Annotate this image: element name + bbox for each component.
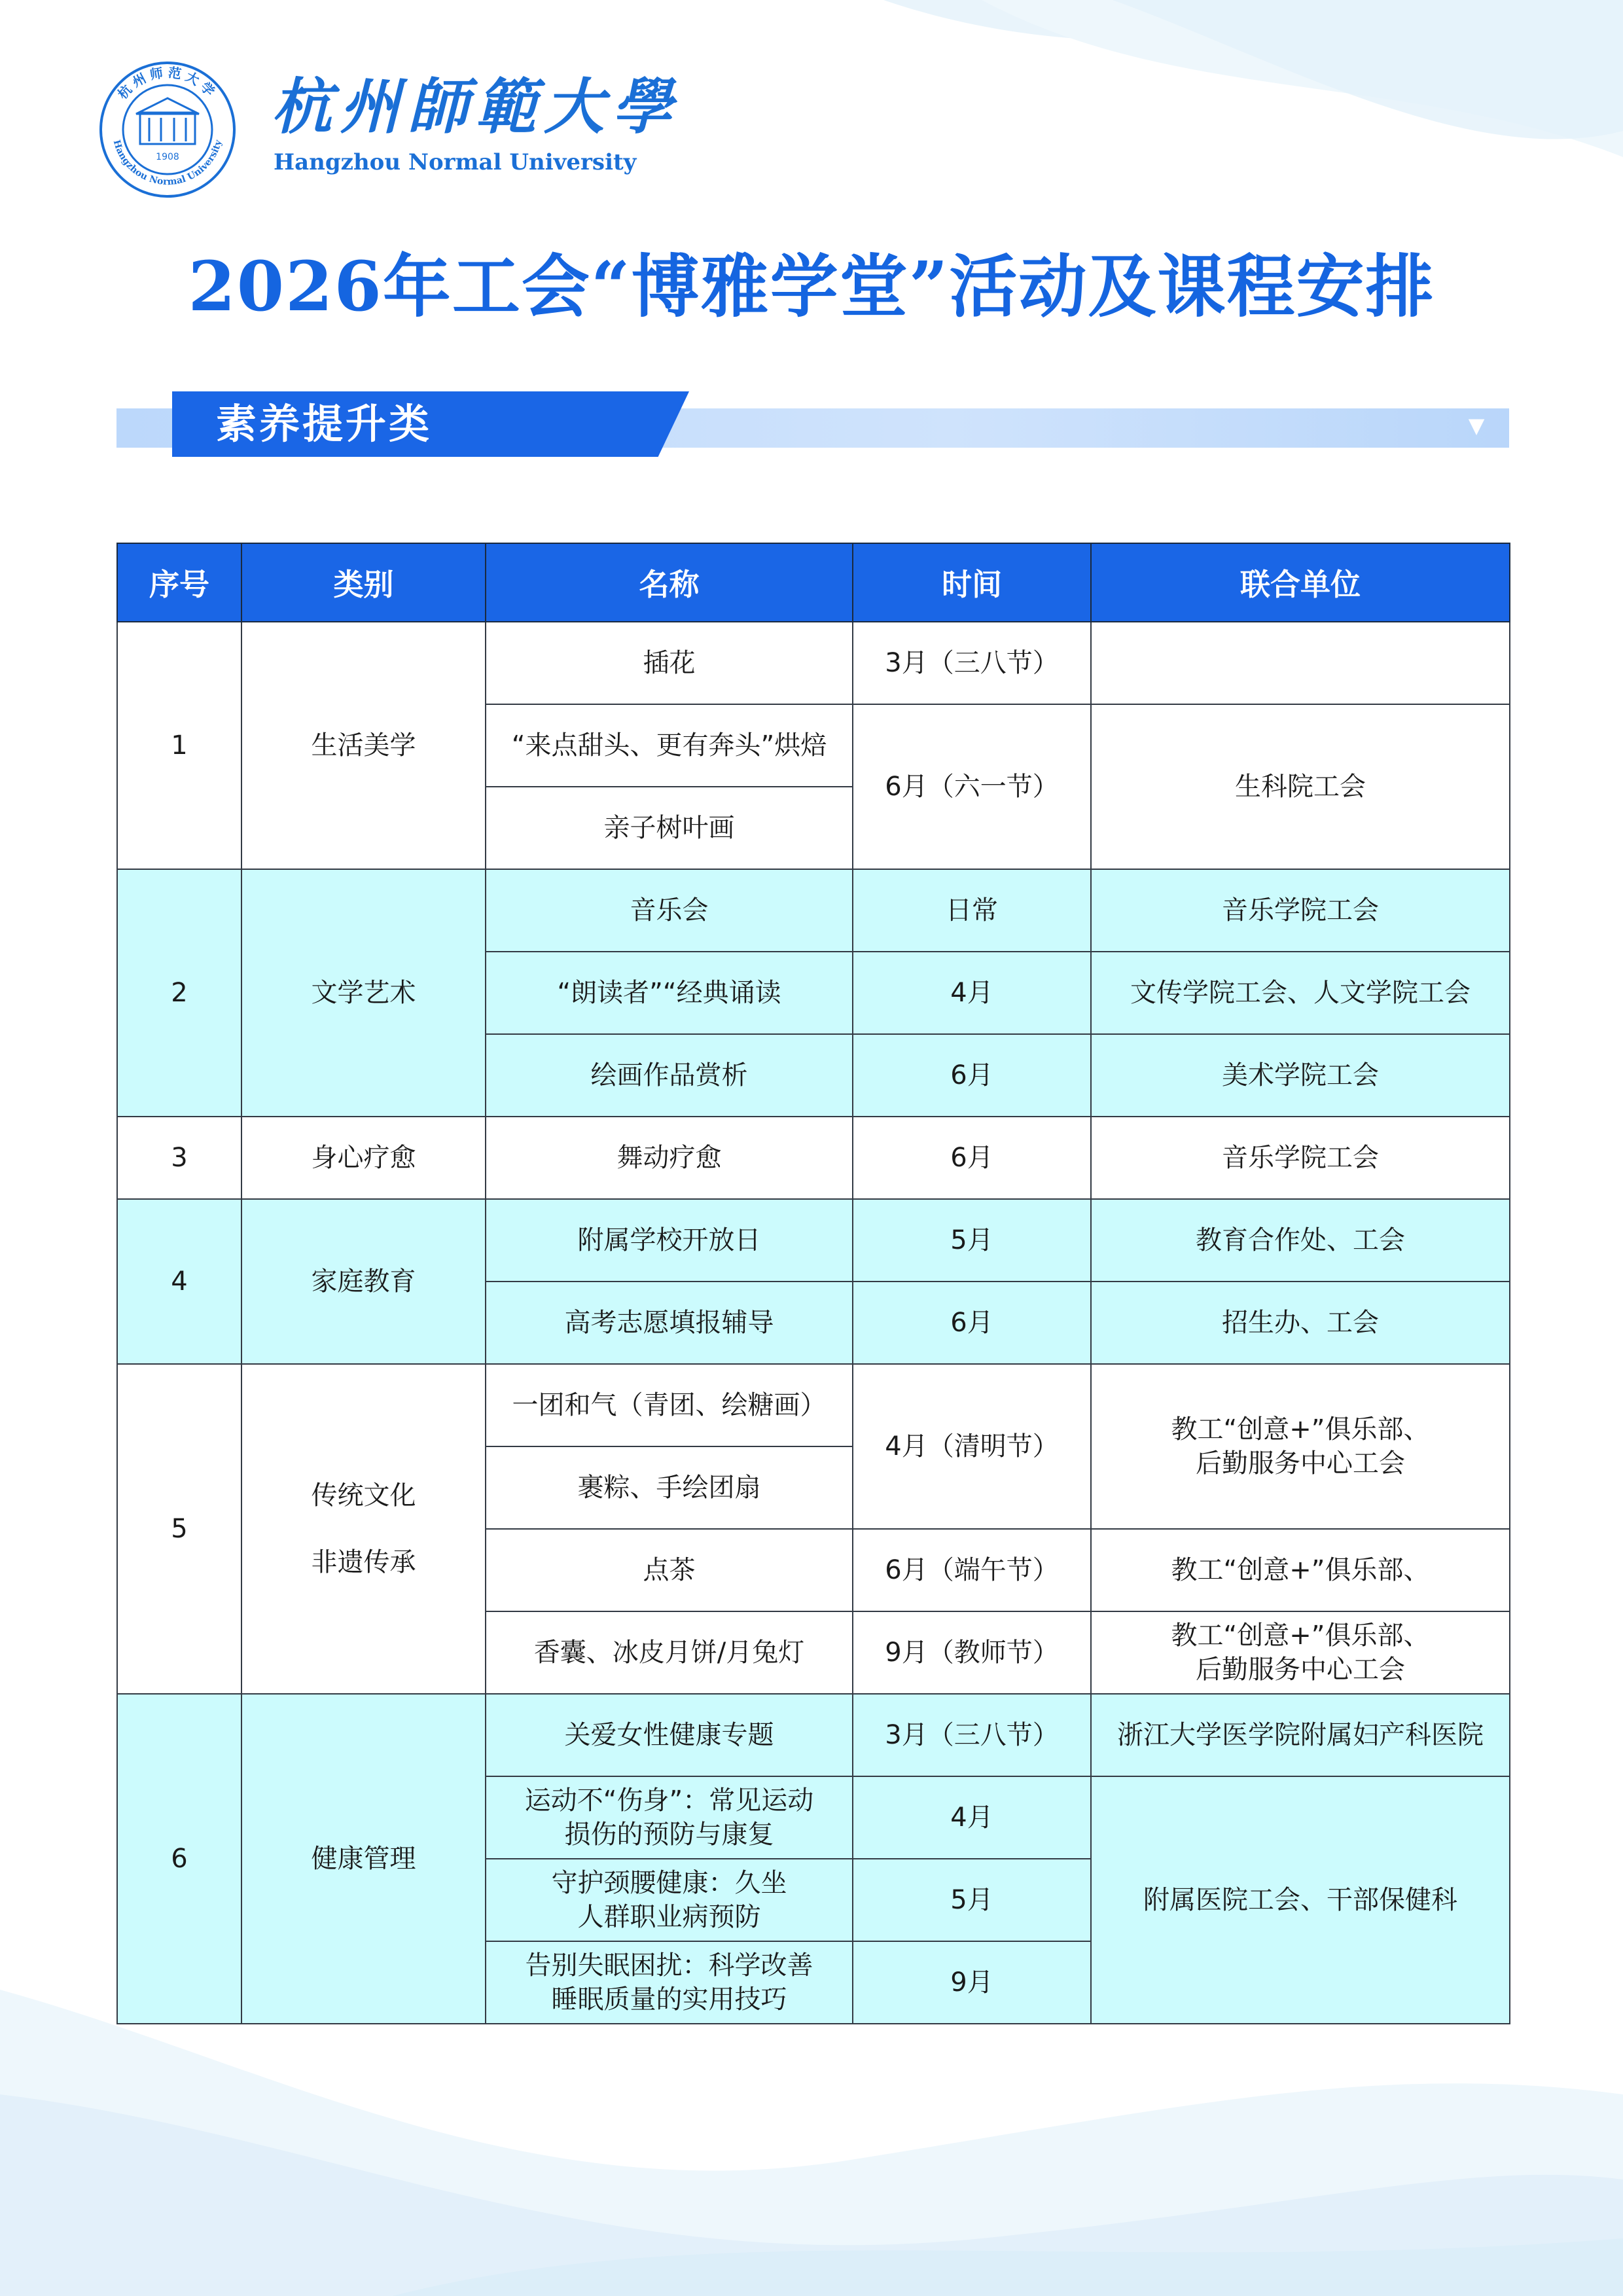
cell-no: 4 [117,1199,241,1364]
cell-time: 4月 [853,952,1091,1034]
cell-unit: 浙江大学医学院附属妇产科医院 [1091,1694,1510,1776]
university-seal-logo [98,60,237,199]
schedule-table [116,543,1510,2024]
cell-unit: 音乐学院工会 [1091,869,1510,952]
cell-name: 高考志愿填报辅导 [486,1282,853,1364]
cell-time: 6月（六一节） [853,704,1091,869]
cell-time: 日常 [853,869,1091,952]
cell-unit [1091,1611,1510,1694]
university-name-en: Hangzhou Normal University [274,149,637,175]
cell-name: 香囊、冰皮月饼/月兔灯 [486,1611,853,1694]
name-line: 守护颈腰健康：久坐 [551,1868,787,1898]
unit-line: 后勤服务中心工会 [1196,1448,1405,1479]
cell-time: 5月 [853,1199,1091,1282]
header-unit: 联合单位 [1091,543,1510,622]
cell-name: 关爱女性健康专题 [486,1694,853,1776]
cell-no: 6 [117,1694,241,2024]
cell-name: 音乐会 [486,869,853,952]
unit-line: 教工“创意+”俱乐部、 [1171,1414,1430,1444]
cell-name: 裹粽、手绘团扇 [486,1446,853,1529]
cell-unit: 招生办、工会 [1091,1282,1510,1364]
cell-unit: 教育合作处、工会 [1091,1199,1510,1282]
cell-category: 生活美学 [241,622,486,869]
cell-unit: 音乐学院工会 [1091,1117,1510,1199]
cell-name: 绘画作品赏析 [486,1034,853,1117]
cell-time: 9月（教师节） [853,1611,1091,1694]
category-line: 非遗传承 [311,1547,416,1577]
cell-no: 1 [117,622,241,869]
cell-time: 4月 [853,1776,1091,1859]
cell-name: 亲子树叶画 [486,787,853,869]
cell-unit: 生科院工会 [1091,704,1510,869]
cell-name: 一团和气（青团、绘糖画） [486,1364,853,1446]
cell-time: 6月 [853,1117,1091,1199]
cell-name: 舞动疗愈 [486,1117,853,1199]
chevron-down-icon: ▼ [1468,413,1485,438]
cell-name: 插花 [486,622,853,704]
unit-line: 教工“创意+”俱乐部、 [1171,1621,1430,1651]
university-name-cn: 杭州師範大學 [272,71,681,142]
cell-unit: 美术学院工会 [1091,1034,1510,1117]
cell-name: “朗读者”“经典诵读 [486,952,853,1034]
table-row [117,1117,1510,1199]
cell-unit: 附属医院工会、干部保健科 [1091,1776,1510,2024]
cell-time: 9月 [853,1941,1091,2024]
cell-time: 5月 [853,1859,1091,1941]
table-row [117,1364,1510,1446]
cell-name: 附属学校开放日 [486,1199,853,1282]
cell-time: 3月（三八节） [853,1694,1091,1776]
category-line: 传统文化 [311,1480,416,1511]
page-title: 2026年工会“博雅学堂”活动及课程安排 [188,246,1435,327]
table-row [117,622,1510,704]
name-line: 损伤的预防与康复 [564,1820,774,1850]
table-row [117,869,1510,952]
header-time: 时间 [853,543,1091,622]
cell-unit: 教工“创意+”俱乐部、 [1091,1529,1510,1611]
cell-no: 3 [117,1117,241,1199]
name-line: 人群职业病预防 [577,1902,761,1932]
header-name: 名称 [486,543,853,622]
cell-category: 文学艺术 [241,869,486,1117]
name-line: 告别失眠困扰：科学改善 [525,1950,813,1981]
cell-unit [1091,1364,1510,1529]
cell-no: 5 [117,1364,241,1694]
cell-time: 3月（三八节） [853,622,1091,704]
header-no: 序号 [117,543,241,622]
cell-category [241,1364,486,1694]
cell-category: 身心疗愈 [241,1117,486,1199]
cell-category: 健康管理 [241,1694,486,2024]
unit-line: 后勤服务中心工会 [1196,1655,1405,1685]
cell-time: 6月 [853,1034,1091,1117]
header-category: 类别 [241,543,486,622]
cell-unit [1091,622,1510,704]
name-line: 睡眠质量的实用技巧 [551,1984,787,2015]
cell-time: 6月 [853,1282,1091,1364]
cell-time: 4月（清明节） [853,1364,1091,1529]
cell-name [486,1776,853,1859]
cell-no: 2 [117,869,241,1117]
cell-name: 点茶 [486,1529,853,1611]
svg-text:Hangzhou Normal University [111,138,224,187]
table-row [117,1694,1510,1776]
seal-year: 1908 [156,152,179,162]
table-row [117,1199,1510,1282]
svg-text:杭州师范大学 [115,64,221,102]
seal-bottom-text: Hangzhou Normal University [111,138,224,188]
name-line: 运动不“伤身”：常见运动 [524,1785,814,1816]
cell-name: “来点甜头、更有奔头”烘焙 [486,704,853,787]
cell-name [486,1859,853,1941]
cell-time: 6月（端午节） [853,1529,1091,1611]
cell-category: 家庭教育 [241,1199,486,1364]
section-title: 素养提升类 [216,400,433,448]
seal-top-text: 杭州师范大学 [115,64,221,102]
cell-unit: 文传学院工会、人文学院工会 [1091,952,1510,1034]
table-header-row [117,543,1510,622]
cell-name [486,1941,853,2024]
